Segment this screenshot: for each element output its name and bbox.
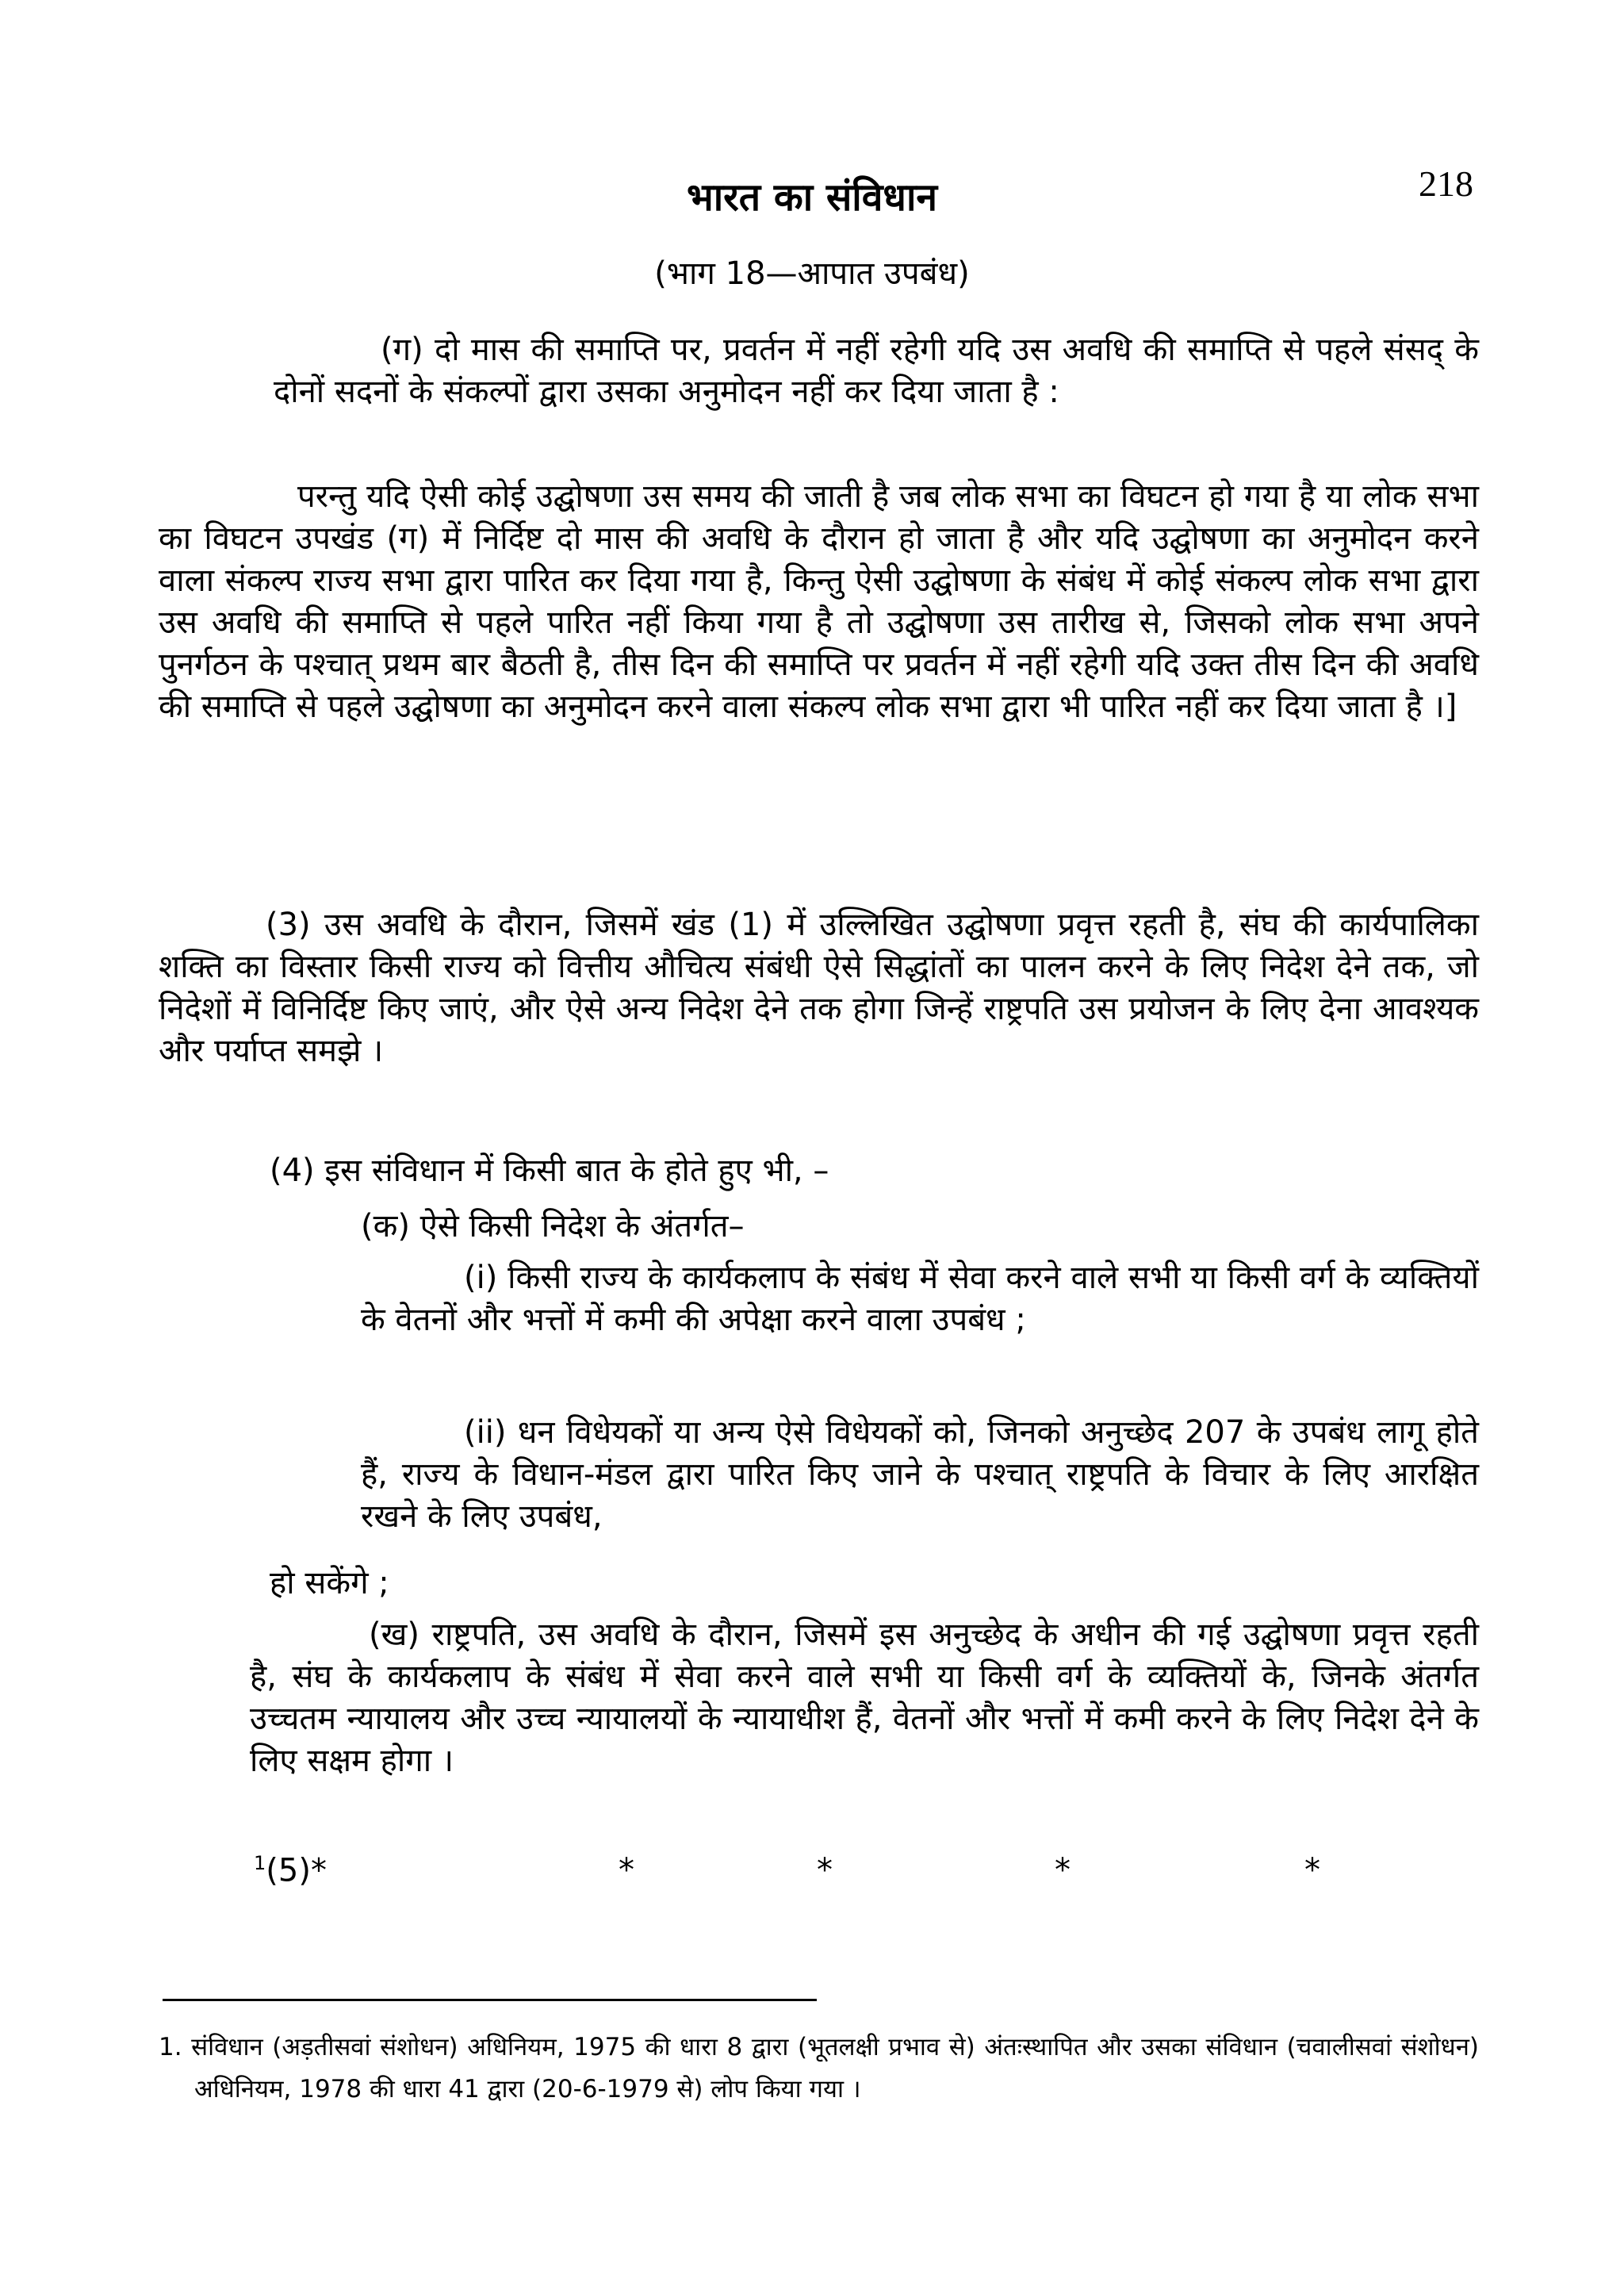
clause-5-omitted <box>0 1852 1624 1900</box>
sub-clause-ka: (क) ऐसे किसी निदेश के अंतर्गत– <box>361 1208 745 1244</box>
paragraph-proviso: परन्तु यदि ऐसी कोई उद्घोषणा उस समय की जाती है जब लोक सभा का विघटन हो गया है या लोक सभा का विघटन उपखंड (ग) में निर्दिष्ट दो मास की अवधि के दौरान हो जाता है और यदि उद्घोषणा का अनुमोदन करने वाला संकल्प राज्य सभा द्वारा पारित कर दिया गया है, किन्तु ऐसी उद्घोषणा के संबंध में कोई संकल्प लोक सभा द्वारा उस अवधि की समाप्ति से पहले पारित नहीं किया गया है तो उद्घोषणा उस तारीख से, जिसको लोक सभा अपने पुनर्गठन के पश्चात् प्रथम बार बैठती है, तीस दिन की समाप्ति पर प्रवर्तन में नहीं रहेगी यदि उक्त तीस दिन की अवधि की समाप्ति से पहले उद्घोषणा का अनुमोदन करने वाला संकल्प लोक सभा द्वारा भी पारित नहीं कर दिया जाता है ।] <box>159 478 1479 725</box>
footnote-ref[interactable]: 1 <box>254 1852 266 1874</box>
item-ii: (ii) धन विधेयकों या अन्य ऐसे विधेयकों को, जिनको अनुच्छेद 207 के उपबंध लागू होते हैं, राज्य के विधान-मंडल द्वारा पारित किए जाने के पश्चात् राष्ट्रपति के विचार के लिए आरक्षित रखने के लिए उपबंध, <box>361 1414 1479 1535</box>
clause-5-number: (5)* <box>266 1852 327 1889</box>
item-i: (i) किसी राज्य के कार्यकलाप के संबंध में सेवा करने वाले सभी या किसी वर्ग के व्यक्तियों के वेतनों और भत्तों में कमी की अपेक्षा करने वाला उपबंध ; <box>361 1260 1479 1338</box>
footnote-divider <box>163 1999 817 2001</box>
page-subtitle: (भाग 18—आपात उपबंध) <box>654 255 970 292</box>
paragraph-clause-3: (3) उस अवधि के दौरान, जिसमें खंड (1) में उल्लिखित उद्घोषणा प्रवृत्त रहती है, संघ की कार्यपालिका शक्ति का विस्तार किसी राज्य को वित्तीय औचित्य संबंधी ऐसे सिद्धांतों का पालन करने के लिए निदेश देने तक, जो निदेशों में विनिर्दिष्ट किए जाएं, और ऐसे अन्य निदेश देने तक होगा जिन्हें राष्ट्रपति उस प्रयोजन के लिए देना आवश्यक और पर्याप्त समझे । <box>159 907 1479 1069</box>
omission-star: * <box>1055 1852 1071 1889</box>
paragraph-clause-g: (ग) दो मास की समाप्ति पर, प्रवर्तन में नहीं रहेगी यदि उस अवधि की समाप्ति से पहले संसद् के दोनों सदनों के संकल्पों द्वारा उसका अनुमोदन नहीं कर दिया जाता है : <box>274 332 1479 410</box>
paragraph-clause-4: (4) इस संविधान में किसी बात के होते हुए भी, – <box>270 1152 829 1189</box>
page-number: 218 <box>1419 163 1473 204</box>
omission-star: * <box>817 1852 833 1889</box>
page-title: भारत का संविधान <box>686 175 938 220</box>
omission-star: * <box>619 1852 634 1889</box>
paragraph-ho-sakenge: हो सकेंगे ; <box>270 1565 389 1601</box>
clause-5-label <box>254 1852 327 1889</box>
omission-star: * <box>1304 1852 1320 1889</box>
footnote: 1. संविधान (अड़तीसवां संशोधन) अधिनियम, 1975 की धारा 8 द्वारा (भूतलक्षी प्रभाव से) अंतःस्थापित और उसका संविधान (चवालीसवां संशोधन) अधिनियम, 1978 की धारा 41 द्वारा (20-6-1979 से) लोप किया गया । <box>159 2033 1479 2103</box>
sub-clause-kha: (ख) राष्ट्रपति, उस अवधि के दौरान, जिसमें इस अनुच्छेद के अधीन की गई उद्घोषणा प्रवृत्त रहती है, संघ के कार्यकलाप के संबंध में सेवा करने वाले सभी या किसी वर्ग के व्यक्तियों के, जिनके अंतर्गत उच्चतम न्यायालय और उच्च न्यायालयों के न्यायाधीश हैं, वेतनों और भत्तों में कमी करने के लिए निदेश देने के लिए सक्षम होगा । <box>250 1616 1479 1779</box>
